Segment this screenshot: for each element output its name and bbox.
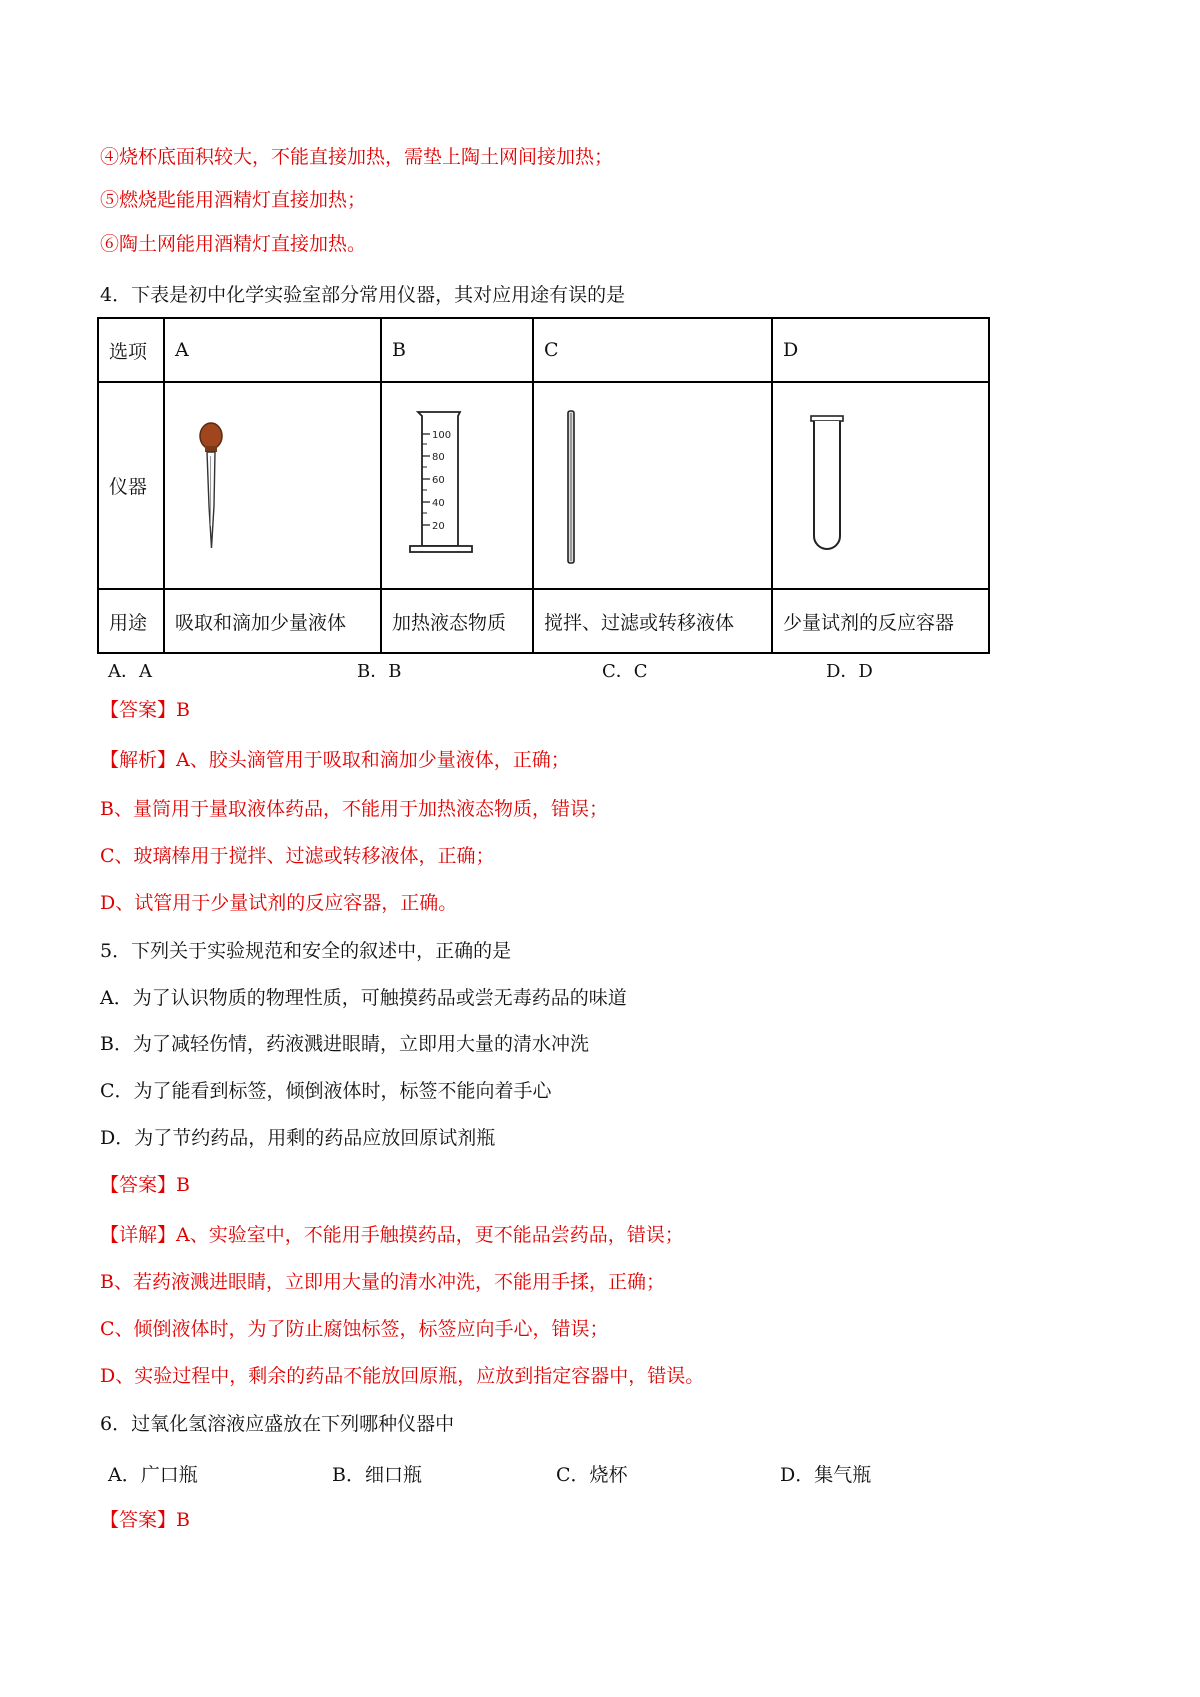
q5-option-d: D．为了节约药品，用剩的药品应放回原试剂瓶 [100,1127,496,1149]
q4-analysis-a [100,747,570,773]
q6-option-a: A．广口瓶 [108,1464,198,1486]
q5-stem: 5．下列关于实验规范和安全的叙述中，正确的是 [100,940,512,962]
cylinder-tick-40: 40 [432,497,445,509]
q6-stem: 6．过氧化氢溶液应盛放在下列哪种仪器中 [100,1413,455,1435]
q4-analysis-d: D、试管用于少量试剂的反应容器，正确。 [100,892,458,914]
answer-tag: 【答案】 [100,1174,177,1196]
q4-table [97,317,990,654]
q4-answer [100,697,190,723]
q6-option-b: B．细口瓶 [332,1464,422,1486]
cell-graduated-cylinder [381,382,533,589]
q5-analysis-b: B、若药液溅进眼睛，立即用大量的清水冲洗，不能用手揉，正确； [100,1271,665,1293]
q4-stem: 4．下表是初中化学实验室部分常用仪器，其对应用途有误的是 [100,284,626,306]
usage-label: 用途 [98,589,164,653]
q6-answer [100,1507,190,1533]
usage-c: 搅拌、过滤或转移液体 [533,589,772,653]
instrument-label: 仪器 [98,382,164,589]
answer-value: B [176,1509,190,1531]
glass-rod-icon [554,401,594,571]
header-option: 选项 [98,318,164,382]
q6-option-d: D．集气瓶 [780,1464,872,1486]
dropper-icon [187,416,247,556]
answer-value: B [176,699,190,721]
cell-test-tube [772,382,989,589]
graduated-cylinder-icon [400,406,480,566]
analysis-tag: 【详解】 [100,1224,177,1246]
answer-tag: 【答案】 [100,699,177,721]
q4-option-a: A．A [108,661,152,682]
q5-analysis-d: D、实验过程中，剩余的药品不能放回原瓶，应放到指定容器中，错误。 [100,1365,705,1387]
cylinder-tick-20: 20 [432,520,445,532]
q5-answer [100,1172,190,1198]
usage-b: 加热液态物质 [381,589,533,653]
header-c: C [533,318,772,382]
q5-option-a: A．为了认识物质的物理性质，可触摸药品或尝无毒药品的味道 [100,987,627,1009]
cell-glass-rod [533,382,772,589]
analysis-text: A、胶头滴管用于吸取和滴加少量液体，正确； [176,749,570,771]
analysis-text: A、实验室中，不能用手触摸药品，更不能品尝药品，错误； [176,1224,684,1246]
explanation-line-5: ⑤燃烧匙能用酒精灯直接加热； [100,189,367,211]
usage-a: 吸取和滴加少量液体 [164,589,381,653]
q5-option-b: B．为了减轻伤情，药液溅进眼睛，立即用大量的清水冲洗 [100,1033,589,1055]
usage-d: 少量试剂的反应容器 [772,589,989,653]
q5-option-c: C．为了能看到标签，倾倒液体时，标签不能向着手心 [100,1080,552,1102]
answer-value: B [176,1174,190,1196]
q4-analysis-c: C、玻璃棒用于搅拌、过滤或转移液体，正确； [100,845,495,867]
header-a: A [164,318,381,382]
explanation-line-4: ④烧杯底面积较大，不能直接加热，需垫上陶土网间接加热； [100,146,614,168]
cylinder-tick-100: 100 [432,429,452,441]
cylinder-tick-80: 80 [432,451,445,463]
q5-analysis-c: C、倾倒液体时，为了防止腐蚀标签，标签应向手心，错误； [100,1318,609,1340]
cylinder-tick-60: 60 [432,474,445,486]
header-b: B [381,318,533,382]
q4-option-b: B．B [357,661,402,682]
q4-option-d: D．D [826,661,873,682]
cell-dropper [164,382,381,589]
q5-analysis-a [100,1222,684,1248]
q4-option-c: C．C [602,661,648,682]
header-d: D [772,318,989,382]
q4-analysis-b: B、量筒用于量取液体药品，不能用于加热液态物质，错误； [100,798,608,820]
q6-option-c: C．烧杯 [556,1464,628,1486]
analysis-tag: 【解析】 [100,749,177,771]
explanation-line-6: ⑥陶土网能用酒精灯直接加热。 [100,233,367,255]
test-tube-icon [795,406,855,566]
answer-tag: 【答案】 [100,1509,177,1531]
